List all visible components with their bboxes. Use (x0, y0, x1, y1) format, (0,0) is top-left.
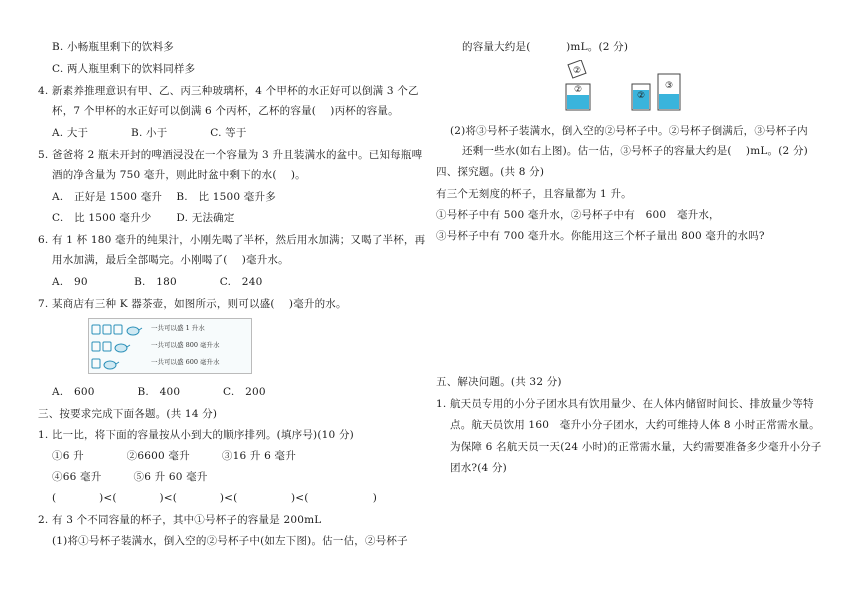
q7-options: A. 600 B. 400 C. 200 (52, 386, 266, 398)
section4-title: 四、探究题。(共 8 分) (436, 166, 545, 178)
cup-2-right-label: ② (636, 91, 646, 101)
q5-options-cd: C. 比 1500 毫升少 D. 无法确定 (52, 212, 235, 224)
q4-stem-line2: 杯，7 个甲杯的水正好可以倒满 6 个丙杯，乙杯的容量( )丙杯的容量。 (52, 105, 399, 117)
cup-2-label: ② (573, 85, 583, 95)
teapot-row-2 (91, 338, 249, 354)
s5-q1-line1: 1. 航天员专用的小分子团水具有饮用量少、在人体内储留时间长、排放量少等特 (436, 398, 814, 410)
cup-2-label-top: ② (572, 66, 582, 76)
q3-option-c: C. 两人瓶里剩下的饮料同样多 (52, 63, 196, 75)
s3-q1-blanks: ( )<( )<( )<( )<( ) (52, 492, 378, 504)
s3-q2-part2-line1: (2)将③号杯子装满水，倒入空的②号杯子中。②号杯子倒满后，③号杯子内 (450, 125, 808, 137)
teapot-icons-2 (91, 338, 143, 354)
q5-options-ab: A. 正好是 1500 毫升 B. 比 1500 毫升多 (52, 191, 276, 203)
s5-q1-line3: 为保障 6 名航天员一天(24 小时)的正常需水量，大约需要准备多少毫升小分子 (450, 441, 822, 453)
s3-q2-part1: (1)将①号杯子装满水，倒入空的②号杯子中(如左下图)。估一估，②号杯子 (52, 535, 408, 547)
q5-stem-line2: 酒的净含量为 750 毫升，则此时盆中剩下的水( )。 (52, 169, 306, 181)
s3-q2-stem: 2. 有 3 个不同容量的杯子，其中①号杯子的容量是 200mL (38, 514, 322, 526)
teapot-row-1 (91, 321, 249, 337)
s3-q1-items-a: ①6 升 ②6600 毫升 ③16 升 6 毫升 (52, 450, 296, 462)
section3-title: 三、按要求完成下面各题。(共 14 分) (38, 408, 218, 420)
s3-q2-part2-line2: 还剩一些水(如右上图)。估一估，③号杯子的容量大约是( )mL。(2 分) (462, 145, 808, 157)
teapot-icons-3 (91, 355, 143, 371)
cup-3 (658, 74, 680, 110)
q5-stem-line1: 5. 爸爸将 2 瓶未开封的啤酒浸没在一个容量为 3 升且装满水的盆中。已知每瓶啤 (38, 149, 423, 161)
teapot-caption-2: 一共可以盛 800 毫升水 (151, 341, 220, 349)
s3-q1-items-b: ④66 毫升 ⑤6 升 60 毫升 (52, 471, 208, 483)
cups-figure (560, 60, 690, 116)
cup-3-label: ③ (664, 81, 674, 91)
teapot-caption-3: 一共可以盛 600 毫升水 (151, 358, 220, 366)
s5-q1-line2: 点。航天员饮用 160 毫升小分子团水，大约可维持人体 8 小时正常需水量。 (450, 419, 820, 431)
teapot-icons-1 (91, 321, 143, 337)
q4-stem-line1: 4. 新素养推理意识有甲、乙、丙三种玻璃杯，4 个甲杯的水正好可以倒满 3 个乙 (38, 85, 419, 97)
s3-q2-part1-cont: 的容量大约是( )mL。(2 分) (462, 41, 629, 53)
teapot-row-3 (91, 355, 249, 371)
q6-stem-line1: 6. 有 1 杯 180 毫升的纯果汁，小刚先喝了半杯，然后用水加满；又喝了半杯，再 (38, 234, 426, 246)
q7-stem: 7. 某商店有三种 K 器茶壶，如图所示，则可以盛( )毫升的水。 (38, 298, 347, 310)
teapot-caption-1: 一共可以盛 1 升水 (151, 324, 205, 332)
q6-options: A. 90 B. 180 C. 240 (52, 276, 263, 288)
s4-line1: 有三个无刻度的杯子，且容量都为 1 升。 (436, 188, 632, 200)
teapot-figure (88, 318, 252, 374)
q3-option-b: B. 小畅瓶里剩下的饮料多 (52, 41, 174, 53)
q6-stem-line2: 用水加满，最后全部喝完。小刚喝了( )毫升水。 (52, 254, 289, 266)
q4-options: A. 大于 B. 小于 C. 等于 (52, 127, 247, 139)
s4-line3: ③号杯子中有 700 毫升水。你能用这三个杯子量出 800 毫升的水吗? (436, 230, 765, 242)
s5-q1-line4: 团水?(4 分) (450, 462, 507, 474)
s3-q1-stem: 1. 比一比，将下面的容量按从小到大的顺序排列。(填序号)(10 分) (38, 429, 354, 441)
s4-line2: ①号杯子中有 500 毫升水，②号杯子中有 600 毫升水， (436, 209, 720, 221)
section5-title: 五、解决问题。(共 32 分) (436, 376, 562, 388)
